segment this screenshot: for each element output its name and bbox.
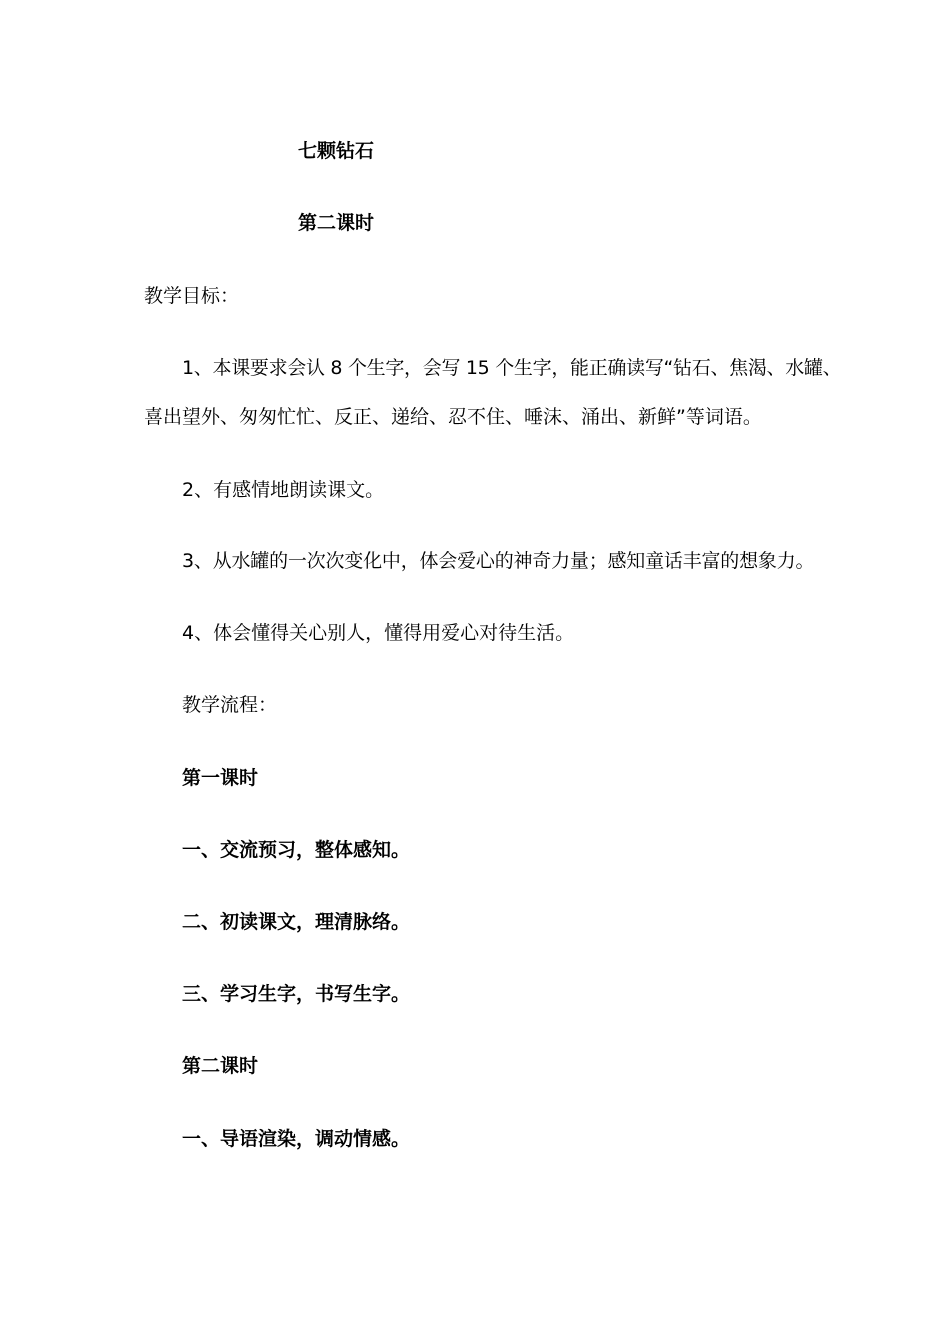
goals-heading: 教学目标： <box>144 285 240 307</box>
lesson-1-heading: 第一课时 <box>182 767 259 789</box>
document-subtitle: 第二课时 <box>298 212 375 234</box>
process-heading: 教学流程： <box>182 694 278 716</box>
document-title: 七颗钻石 <box>298 140 375 162</box>
lesson-1-step-2: 二、初读课文，理清脉络。 <box>182 911 411 933</box>
lesson-2-step-1: 一、导语渲染，调动情感。 <box>182 1128 411 1150</box>
goal-1-line-2: 喜出望外、匆匆忙忙、反正、递给、忍不住、唾沫、涌出、新鲜”等词语。 <box>144 406 762 428</box>
lesson-1-step-3: 三、学习生字，书写生字。 <box>182 983 411 1005</box>
goal-3: 3、从水罐的一次次变化中，体会爱心的神奇力量；感知童话丰富的想象力。 <box>182 550 815 572</box>
goal-4: 4、体会懂得关心别人，懂得用爱心对待生活。 <box>182 622 575 644</box>
lesson-1-step-1: 一、交流预习，整体感知。 <box>182 839 411 861</box>
goal-1-line-1: 1、本课要求会认 8 个生字，会写 15 个生字，能正确读写“钻石、焦渴、水罐、 <box>182 357 842 379</box>
goal-2: 2、有感情地朗读课文。 <box>182 479 385 501</box>
lesson-2-heading: 第二课时 <box>182 1055 259 1077</box>
